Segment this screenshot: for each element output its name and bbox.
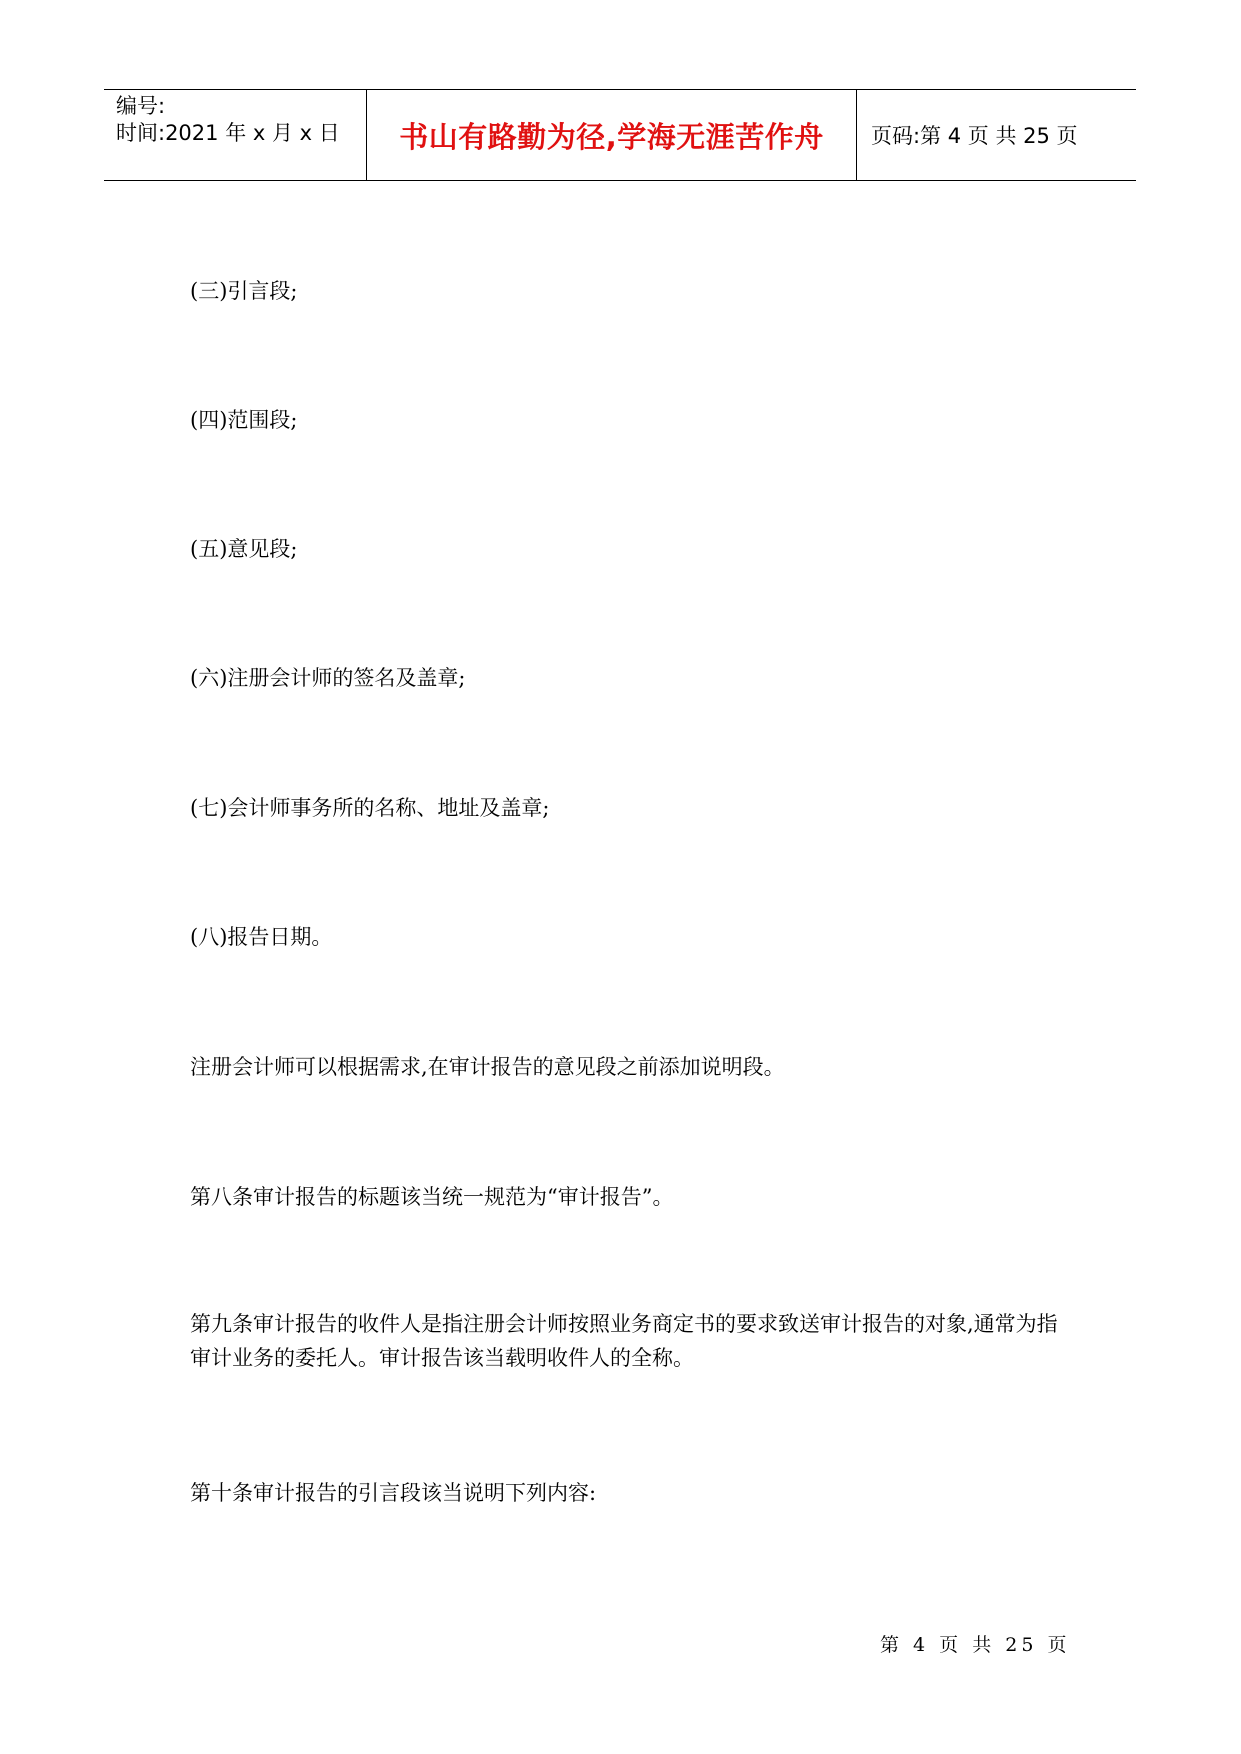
page-header [104, 89, 1136, 181]
paragraph: 第十条审计报告的引言段该当说明下列内容: [190, 1481, 597, 1505]
header-meta [104, 90, 367, 180]
list-item: (三)引言段; [190, 279, 298, 303]
paragraph: 第八条审计报告的标题该当统一规范为“审计报告”。 [190, 1185, 674, 1209]
header-page-code: 页码:第 4 页 共 25 页 [871, 124, 1078, 148]
list-item: (六)注册会计师的签名及盖章; [190, 666, 466, 690]
list-item: (四)范围段; [190, 408, 298, 432]
header-motto: 书山有路勤为径,学海无涯苦作舟 [367, 90, 857, 180]
document-time-label: 时间:2021 年 x 月 x 日 [116, 121, 340, 145]
list-item: (八)报告日期。 [190, 925, 333, 949]
paragraph: 注册会计师可以根据需求,在审计报告的意见段之前添加说明段。 [190, 1055, 785, 1079]
paragraph: 第九条审计报告的收件人是指注册会计师按照业务商定书的要求致送审计报告的对象,通常为指审计业务的委托人。审计报告该当载明收件人的全称。 [190, 1312, 1058, 1370]
list-item: (五)意见段; [190, 537, 298, 561]
document-number-label: 编号: [116, 94, 166, 118]
list-item: (七)会计师事务所的名称、地址及盖章; [190, 796, 550, 820]
page-footer: 第 4 页 共 25 页 [880, 1634, 1071, 1656]
